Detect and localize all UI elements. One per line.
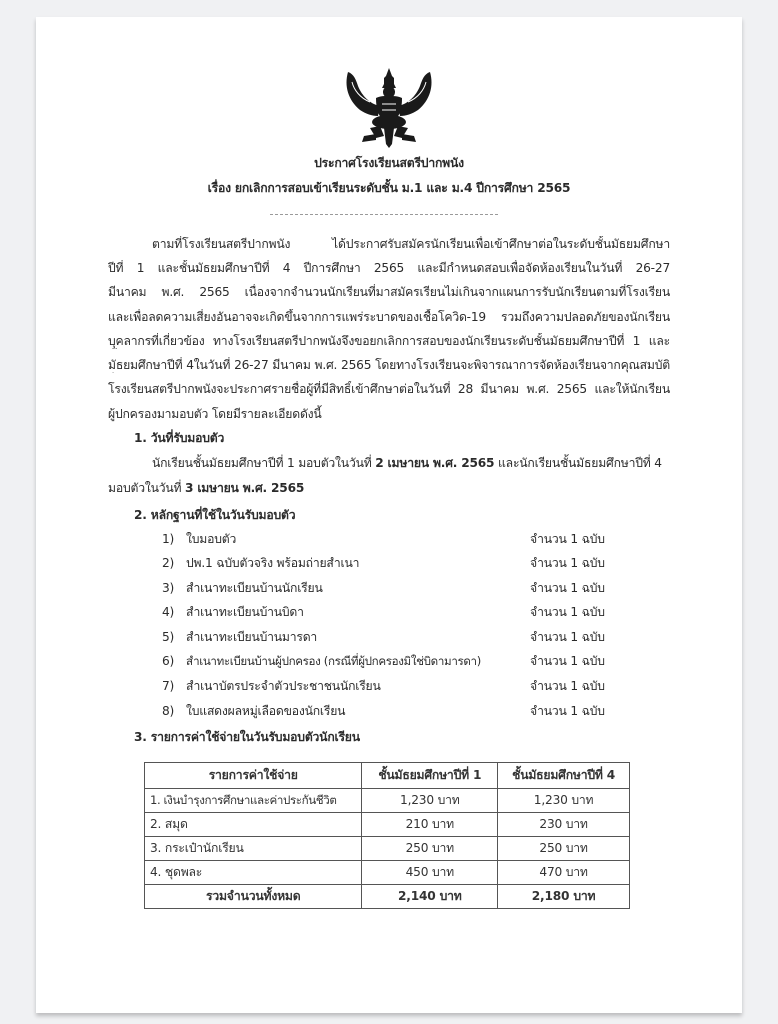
table-row <box>145 837 630 861</box>
column-header: ชั้นมัธยมศึกษาปีที่ 1 <box>362 763 498 789</box>
list-item-number: 2) <box>162 556 175 570</box>
section1-line1 <box>152 455 662 471</box>
cost-m1: 250 บาท <box>362 837 498 861</box>
cost-m4: 250 บาท <box>498 837 630 861</box>
list-item-quantity: จำนวน 1 ฉบับ <box>530 605 605 619</box>
list-item-text: สำเนาทะเบียนบ้านผู้ปกครอง (กรณีที่ผู้ปกครองมิใช่บิดามารดา) <box>186 654 481 668</box>
cost-m1: 210 บาท <box>362 813 498 837</box>
section1-date-m4: 3 เมษายน พ.ศ. 2565 <box>185 481 305 495</box>
expense-item: 4. ชุดพละ <box>145 861 362 885</box>
list-item-text: สำเนาทะเบียนบ้านมารดา <box>186 630 318 644</box>
body-line-8: ผู้ปกครองมามอบตัว โดยมีรายละเอียดดังนี้ <box>108 407 322 421</box>
list-item-text: สำเนาบัตรประจำตัวประชาชนนักเรียน <box>186 679 381 693</box>
section1-line1-text-a: นักเรียนชั้นมัธยมศึกษาปีที่ 1 มอบตัวในวันที่ <box>152 456 376 470</box>
announcement-subject: เรื่อง ยกเลิกการสอบเข้าเรียนระดับชั้น ม.1 และ ม.4 ปีการศึกษา 2565 <box>207 181 571 195</box>
list-item-text: ปพ.1 ฉบับตัวจริง พร้อมถ่ายสำเนา <box>186 556 360 570</box>
list-item-quantity: จำนวน 1 ฉบับ <box>530 581 605 595</box>
list-item <box>0 531 778 547</box>
cost-m4: 470 บาท <box>498 861 630 885</box>
list-item-number: 4) <box>162 605 175 619</box>
divider-line <box>270 214 498 215</box>
list-item-number: 3) <box>162 581 175 595</box>
list-item <box>0 629 778 645</box>
list-item-text: สำเนาทะเบียนบ้านนักเรียน <box>186 581 323 595</box>
list-item-quantity: จำนวน 1 ฉบับ <box>530 532 605 546</box>
cost-m1: 450 บาท <box>362 861 498 885</box>
table-row <box>145 789 630 813</box>
body-line-3: มีนาคม พ.ศ. 2565 เนื่องจากจำนวนนักเรียนที่มาสมัครเรียนไม่เกินจากแผนการรับนักเรียนตามที่โรงเรียน <box>108 285 670 299</box>
body-line-5: บุคลากรที่เกี่ยวข้อง ทางโรงเรียนสตรีปากพนังจึงขอยกเลิกการสอบของนักเรียนระดับชั้นมัธยมศึกษาปีที่ 1 และ <box>108 334 670 348</box>
list-item <box>0 653 778 669</box>
body-line-7: โรงเรียนสตรีปากพนังจะประกาศรายชื่อผู้ที่มีสิทธิ์เข้าศึกษาต่อในวันที่ 28 มีนาคม พ.ศ. 2565 และให้นักเรียน <box>108 382 670 396</box>
table-total-row <box>145 885 630 909</box>
expense-item: 1. เงินบำรุงการศึกษาและค่าประกันชีวิต <box>145 789 362 813</box>
body-line-2: ปีที่ 1 และชั้นมัธยมศึกษาปีที่ 4 ปีการศึกษา 2565 และมีกำหนดสอบเพื่อจัดห้องเรียนในวันที่ 26-27 <box>108 261 670 275</box>
total-label: รวมจำนวนทั้งหมด <box>145 885 362 909</box>
section3-heading: 3. รายการค่าใช้จ่ายในวันรับมอบตัวนักเรียน <box>134 730 360 744</box>
documents-list <box>0 531 778 731</box>
total-m1: 2,140 บาท <box>362 885 498 909</box>
list-item-number: 5) <box>162 630 175 644</box>
body-line-1: ตามที่โรงเรียนสตรีปากพนัง ได้ประกาศรับสมัครนักเรียนเพื่อเข้าศึกษาต่อในระดับชั้นมัธยมศึกษา <box>152 237 670 251</box>
list-item-number: 6) <box>162 654 175 668</box>
section1-line2 <box>108 480 304 496</box>
section1-date-m1: 2 เมษายน พ.ศ. 2565 <box>375 456 495 470</box>
expense-table <box>144 762 630 909</box>
body-line-6: มัธยมศึกษาปีที่ 4ในวันที่ 26-27 มีนาคม พ.ศ. 2565 โดยทางโรงเรียนจะพิจารณาการจัดห้องเรียนจากคุณสมบัติ <box>108 358 670 372</box>
section1-line2-text-a: มอบตัวในวันที่ <box>108 481 186 495</box>
body-line-4: และเพื่อลดความเสี่ยงอันอาจจะเกิดขึ้นจากการแพร่ระบาดของเชื้อโควิด-19 รวมถึงความปลอดภัยของนักเรียน <box>108 310 670 324</box>
section1-heading: 1. วันที่รับมอบตัว <box>134 431 225 445</box>
list-item-text: ใบมอบตัว <box>186 532 237 546</box>
list-item <box>0 580 778 596</box>
table-row <box>145 861 630 885</box>
list-item-quantity: จำนวน 1 ฉบับ <box>530 679 605 693</box>
total-m4: 2,180 บาท <box>498 885 630 909</box>
list-item-number: 8) <box>162 704 175 718</box>
list-item <box>0 678 778 694</box>
list-item <box>0 604 778 620</box>
table-header-row <box>145 763 630 789</box>
table-row <box>145 813 630 837</box>
column-header: ชั้นมัธยมศึกษาปีที่ 4 <box>498 763 630 789</box>
cost-m1: 1,230 บาท <box>362 789 498 813</box>
list-item-quantity: จำนวน 1 ฉบับ <box>530 556 605 570</box>
cost-m4: 1,230 บาท <box>498 789 630 813</box>
expense-item: 3. กระเป๋านักเรียน <box>145 837 362 861</box>
garuda-emblem-icon <box>340 66 438 150</box>
list-item-text: สำเนาทะเบียนบ้านบิดา <box>186 605 304 619</box>
announcement-title: ประกาศโรงเรียนสตรีปากพนัง <box>314 156 464 170</box>
list-item-quantity: จำนวน 1 ฉบับ <box>530 654 605 668</box>
list-item <box>0 555 778 571</box>
section2-heading: 2. หลักฐานที่ใช้ในวันรับมอบตัว <box>134 508 296 522</box>
section1-line1-text-c: และนักเรียนชั้นมัธยมศึกษาปีที่ 4 <box>494 456 662 470</box>
list-item-quantity: จำนวน 1 ฉบับ <box>530 704 605 718</box>
list-item-number: 1) <box>162 532 175 546</box>
list-item-text: ใบแสดงผลหมู่เลือดของนักเรียน <box>186 704 346 718</box>
expense-item: 2. สมุด <box>145 813 362 837</box>
cost-m4: 230 บาท <box>498 813 630 837</box>
list-item-quantity: จำนวน 1 ฉบับ <box>530 630 605 644</box>
list-item <box>0 703 778 719</box>
list-item-number: 7) <box>162 679 175 693</box>
column-header: รายการค่าใช้จ่าย <box>145 763 362 789</box>
